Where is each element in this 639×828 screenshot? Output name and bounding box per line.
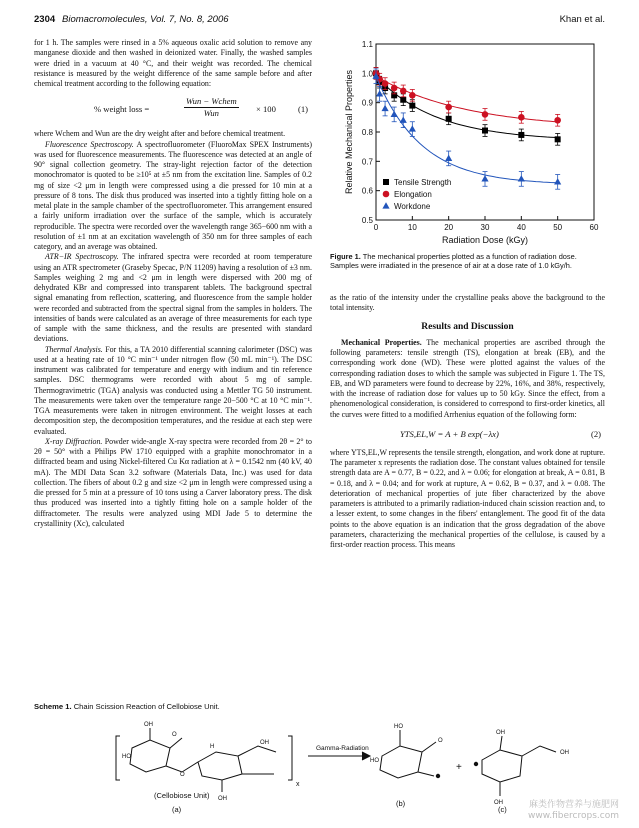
subhead: ATR−IR Spectroscopy. bbox=[45, 252, 119, 262]
repeat-subscript: x bbox=[296, 781, 300, 788]
page-number: 2304 bbox=[34, 14, 56, 25]
data-point-circle bbox=[391, 85, 398, 92]
legend-marker bbox=[383, 179, 389, 185]
paragraph bbox=[34, 140, 312, 253]
svg-text:O: O bbox=[172, 732, 177, 738]
y-tick-label: 0.7 bbox=[361, 157, 373, 167]
data-point-square bbox=[409, 103, 415, 109]
svg-text:HO: HO bbox=[394, 724, 403, 730]
scheme-caption-text: Chain Scission Reaction of Cellobiose Unit. bbox=[71, 702, 220, 711]
y-tick-label: 1.1 bbox=[361, 40, 373, 49]
label-a: (a) bbox=[172, 805, 182, 814]
plus-sign: + bbox=[456, 762, 462, 773]
data-point-circle bbox=[409, 92, 416, 99]
running-author: Khan et al. bbox=[559, 14, 605, 25]
x-tick-label: 40 bbox=[516, 223, 526, 232]
eq2-body: YTS,EL,W = A + B exp(−λx) bbox=[400, 428, 499, 439]
paragraph bbox=[34, 437, 312, 529]
y-tick-label: 0.5 bbox=[361, 216, 373, 225]
scheme-label: Scheme 1. bbox=[34, 702, 72, 711]
caption-label: Figure 1. bbox=[330, 252, 361, 261]
paragraph: as the ratio of the intensity under the crystalline peaks above the background to the total intensity. bbox=[330, 293, 605, 313]
subhead: Fluorescence Spectroscopy. bbox=[45, 139, 134, 149]
data-point-square bbox=[518, 132, 524, 138]
data-point-triangle bbox=[400, 116, 407, 122]
unit-label: (Cellobiose Unit) bbox=[154, 791, 210, 800]
svg-text:OH: OH bbox=[560, 750, 569, 756]
data-point-square bbox=[446, 116, 452, 122]
x-axis-label: Radiation Dose (kGy) bbox=[441, 235, 529, 245]
data-point-triangle bbox=[445, 155, 452, 161]
caption-text: The mechanical properties plotted as a function of radiation dose. Samples were irradiated in the presence of air at a dose rate of 1.0 kGy/h. bbox=[330, 252, 577, 271]
scheme-caption bbox=[34, 702, 220, 711]
paragraph: for 1 h. The samples were rinsed in a 5% aqueous oxalic acid solution to remove any manganese dioxide and then washed in deionized water. Finally, the washed samples were dried in a vacuum at 40 °C, and their weight was recorded. The chemical resistance is measured by the weight difference of the same sample before and after chemical treatment according to the following equation: bbox=[34, 38, 312, 88]
svg-text:OH: OH bbox=[494, 800, 503, 806]
eq2-number: (2) bbox=[590, 428, 601, 439]
text: For this, a TA 2010 differential scanning calorimeter (DSC) was used at a heating rate of 10 °C min⁻¹ under nitrogen flow (50 mL min⁻¹). The DSC instrument was calibrated for temperature and energy with indium and tin reference samples. DSC thermograms were recorded with about 5 mg of sample. Thermogravimetric (TGA) analysis was conducted using a Mettler TG 50 instrument. The measurements were taken over the temperature range 20−500 °C at 10 °C min⁻¹. TGA measurements were taken in nitrogen environment. The weight losses at each decomposition step, the decomposition temperatures, and the residue at each step were evaluated. bbox=[34, 344, 312, 436]
data-point-triangle bbox=[409, 125, 416, 131]
subhead: Thermal Analysis. bbox=[45, 344, 103, 354]
data-point-triangle bbox=[381, 105, 388, 111]
data-point-square bbox=[482, 128, 488, 134]
y-tick-label: 0.6 bbox=[361, 186, 373, 196]
page-header bbox=[0, 14, 639, 28]
subhead: Mechanical Properties. bbox=[341, 337, 422, 347]
eq-lhs: % weight loss = bbox=[94, 104, 150, 115]
svg-text:O: O bbox=[180, 772, 185, 778]
label-c: (c) bbox=[498, 805, 507, 814]
data-point-circle bbox=[382, 80, 389, 87]
y-axis-label: Relative Mechanical Properties bbox=[344, 69, 354, 195]
x-tick-label: 50 bbox=[553, 223, 563, 232]
data-point-circle bbox=[445, 104, 452, 111]
x-tick-label: 30 bbox=[480, 223, 490, 232]
eq-denominator: Wun bbox=[203, 107, 219, 118]
figure-1-chart bbox=[330, 36, 605, 251]
svg-text:H: H bbox=[210, 744, 215, 750]
data-point-triangle bbox=[481, 175, 488, 181]
svg-text:O: O bbox=[438, 738, 443, 744]
text: Powder wide-angle X-ray spectra were recorded from 2θ = 2° to 2θ = 50° with a Philips PW 1710 equipped with a graphite monochromator in a diffracted beam and using Nickel-filtered Cu Kα radiation at λ = 0.1542 nm (40 kV, 40 mA). The MDI Data Scan 3.2 software (Materials Data, Inc.) was used for data collection. The fibers of about 0.2 g and size <2 μm in length were compressed using a die pressed for 5 min at a pressure of 10 tons using a Carver laboratory press. The disk thus produced was inserted into a tightly fitting hole on a sample holder of the diffractometer. The results were analyzed using MDI Jade 5 to determine the crystallinity (Xc), calculated bbox=[34, 436, 312, 528]
legend-marker bbox=[383, 191, 390, 198]
data-point-triangle bbox=[554, 178, 561, 184]
eq-number: (1) bbox=[297, 104, 308, 115]
paragraph bbox=[34, 345, 312, 437]
x-tick-label: 10 bbox=[407, 223, 417, 232]
text: The mechanical properties are ascribed through the following parameters: tensile strength (TS), elongation at break (EB), and the corresponding work done (WD). These were plotted against the values of the corresponding radiation doses to which the sample was subjected in Figure 1. The TS, EB, and WD parameters were found to decrease by 22%, 16%, and 38%, respectively, with the increase of radiation dose for values up to 50 kGy. Since the effect, from a phenomenological consideration, is considered to correspond to first-order kinetics, all the curves were fitted to a modified Arrhenius equation of the following form: bbox=[330, 337, 606, 419]
svg-text:HO: HO bbox=[122, 754, 131, 760]
paragraph: where YTS,EL,W represents the tensile strength, elongation, and work done at rupture. The parameter x represents the radiation dose. The constant values obtained for tensile strength data are A = 0.77, B = 0.22, and λ = 0.06; for elongation at break, A = 0.81, B = 0.18, and λ = 0.04; and for work at rupture, A = 0.62, B = 0.37, and λ = 0.08. The deterioration of mechanical properties of jute fiber characterized by the above parameters is attributed to a primarily radiation-induced chain scission reaction and, to a lesser extent, to some changes in the fibers' entanglement. The good fit of the data points to the above equation is an indication that the gross degradation of the above parameters, characterizing the mechanical properties of the cellulose, is caused by a first-order reaction process. This means bbox=[330, 447, 605, 549]
svg-text:OH: OH bbox=[218, 796, 227, 802]
legend-label: Elongation bbox=[394, 190, 432, 199]
data-point-circle bbox=[400, 88, 407, 95]
eq-rhs: × 100 bbox=[256, 104, 276, 115]
x-tick-label: 60 bbox=[589, 223, 599, 232]
y-tick-label: 1.0 bbox=[361, 69, 373, 79]
legend-label: Tensile Strength bbox=[394, 178, 452, 187]
figure-1-caption bbox=[330, 252, 605, 270]
data-point-circle bbox=[554, 117, 561, 124]
text: The infrared spectra were recorded at room temperature using an ATR spectrometer (Graseby Specac, P/N 11209) having a resolution of ±3 nm. Samples weighing 2 mg and <2 μm in length were dispersed with 200 mg of dehydrated KBr and compressed into transparent tablets. The background spectral signal emanating from reflection, scattering, and fluorescence from the sample holder were recorded and subtracted from the spectral signal from the samples in holders. The intensities of bands were calculated as an average of three measurements for each type of sample with the same thickness, and the results are presented with standard deviations. bbox=[34, 252, 312, 344]
watermark-line: 麻类作物营养与施肥网 bbox=[528, 800, 619, 810]
eq-numerator: Wun − Wchem bbox=[186, 96, 237, 107]
y-tick-label: 0.8 bbox=[361, 128, 373, 137]
label-b: (b) bbox=[396, 799, 406, 808]
x-tick-label: 0 bbox=[373, 223, 379, 232]
svg-text:OH: OH bbox=[496, 730, 505, 736]
data-point-triangle bbox=[518, 175, 525, 181]
eq-fraction bbox=[184, 96, 239, 118]
legend-label: Workdone bbox=[394, 202, 431, 211]
left-column bbox=[34, 38, 312, 529]
legend-marker bbox=[382, 202, 389, 208]
subhead: X-ray Diffraction. bbox=[45, 436, 103, 446]
paragraph: where Wchem and Wun are the dry weight after and before chemical treatment. bbox=[34, 129, 286, 139]
equation-2 bbox=[330, 427, 605, 441]
svg-text:OH: OH bbox=[260, 740, 269, 746]
y-tick-label: 0.9 bbox=[361, 98, 373, 108]
equation-1 bbox=[34, 96, 312, 122]
data-point-circle bbox=[518, 114, 525, 121]
data-point-triangle bbox=[391, 111, 398, 117]
paragraph bbox=[34, 252, 312, 344]
svg-text:OH: OH bbox=[144, 722, 153, 728]
text: A spectrofluorometer (FluoroMax SPEX Instruments) was used for fluorescence measurements. The fluorescence was detected at an angle of 90° signal collection geometry. The stray-light rejection factor of the detection monochromator is quoted to be ≥10⁵ at ±5 nm from the excitation line. Samples of 0.2 mg of size <2 μm in length were compressed using a die pressed for 10 min at a pressure of 8 tons. The disk thus produced was inserted into a tightly fitting hole on a metal plate in the sample chamber of the spectrofluorometer. This arrangement ensured a fairly uniform irradiation over the surface of the sample, which is accurately reproducible. The spectra were recorded over the wavelength range 365−600 nm with a resolution of ±1 nm at an excitation wavelength of 350 nm for three samples of each category, and an average was obtained. bbox=[34, 139, 312, 251]
data-point-circle bbox=[482, 111, 489, 118]
right-column bbox=[330, 293, 605, 550]
data-point-square bbox=[400, 97, 406, 103]
journal-citation: Biomacromolecules, Vol. 7, No. 8, 2006 bbox=[62, 14, 229, 25]
watermark-line: www.fibercrops.com bbox=[528, 811, 619, 821]
x-tick-label: 20 bbox=[444, 223, 454, 232]
section-heading: Results and Discussion bbox=[421, 321, 514, 332]
data-point-square bbox=[555, 136, 561, 142]
arrow-label: Gamma-Radiation bbox=[316, 745, 369, 752]
paragraph bbox=[330, 338, 605, 420]
svg-text:HO: HO bbox=[370, 758, 379, 764]
watermark bbox=[528, 800, 619, 822]
